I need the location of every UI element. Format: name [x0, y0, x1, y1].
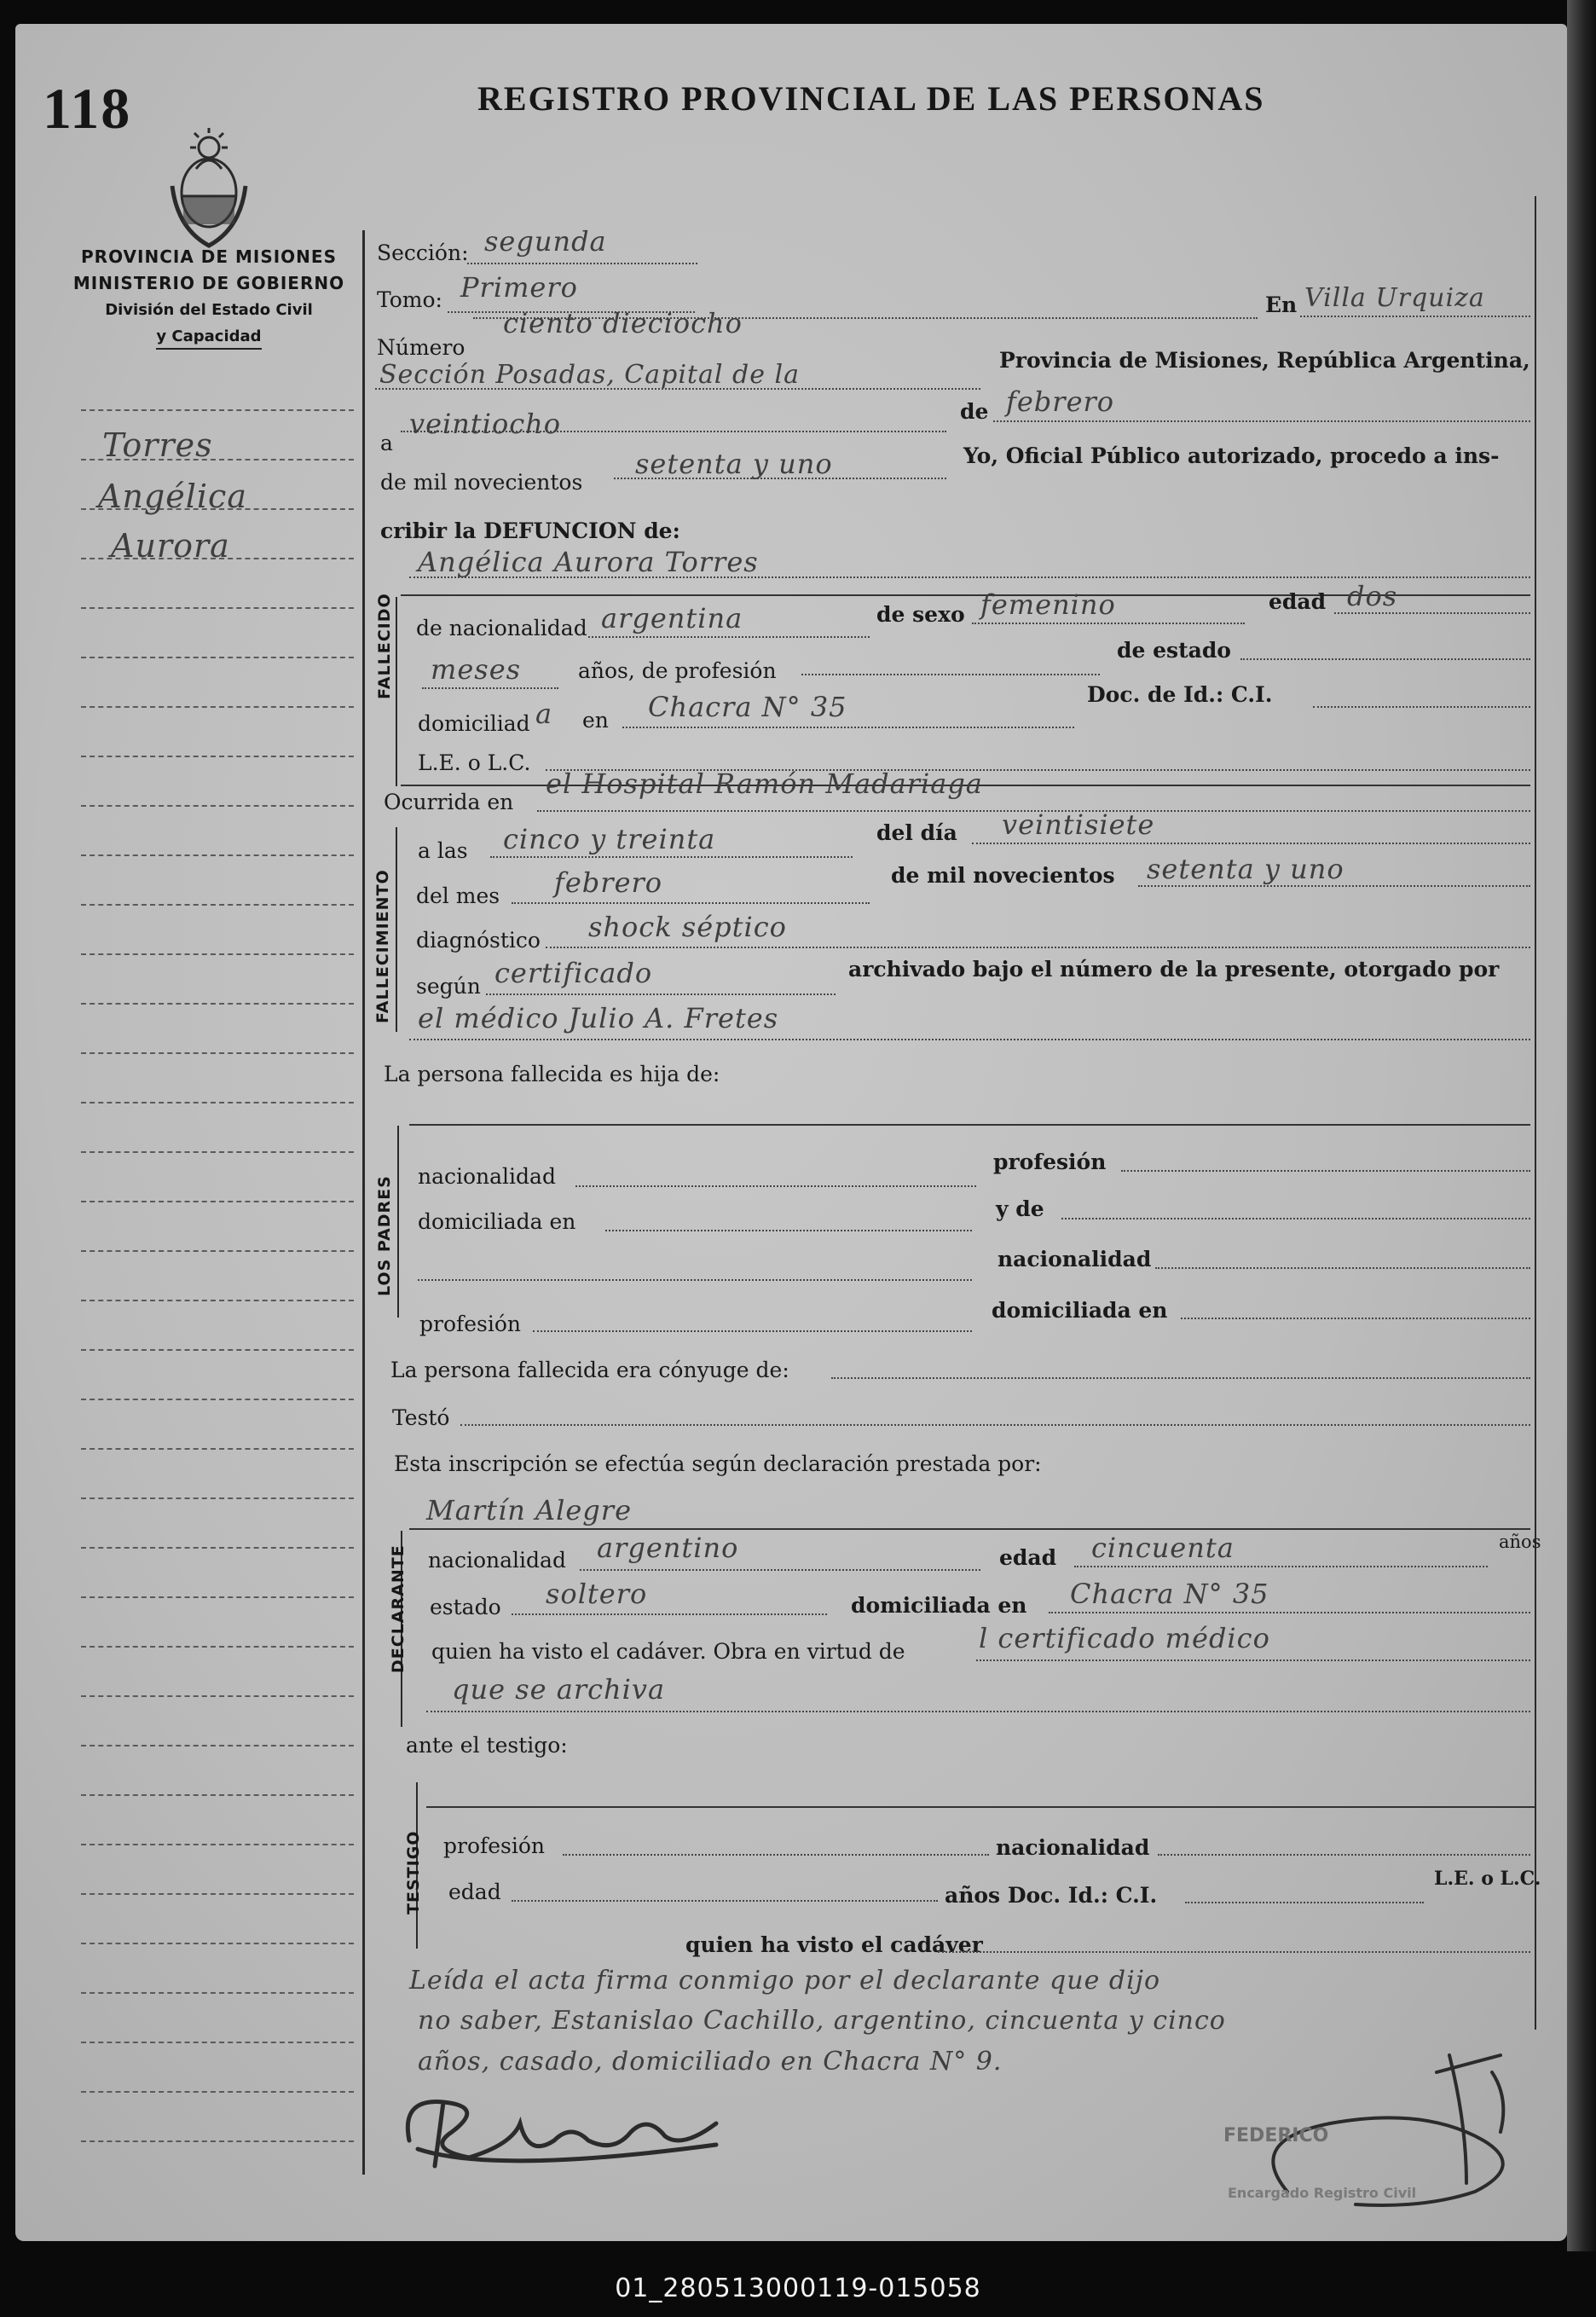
form-left-border: [362, 230, 365, 2175]
testigo-le-label: L.E. o L.C.: [1434, 1868, 1541, 1890]
fallecido-anos-label: años, de profesión: [578, 658, 777, 683]
testigo-nacionalidad-label: nacionalidad: [996, 1835, 1150, 1860]
tomo-label: Tomo:: [377, 287, 442, 312]
margin-line: [81, 1300, 354, 1301]
de-value: febrero: [1006, 385, 1115, 418]
fallecido-doc-label: Doc. de Id.: C.I.: [1087, 682, 1273, 707]
padres-profesion2-label: profesión: [419, 1312, 522, 1336]
margin-line: [81, 2140, 354, 2142]
en-label: En: [1265, 293, 1298, 317]
margin-line: [81, 1052, 354, 1054]
testigo-visto-label: quien ha visto el cadáver: [685, 1932, 983, 1957]
fallecido-sexo-value: femenino: [980, 588, 1116, 621]
margin-line: [81, 1547, 354, 1549]
padres-domiciliada-label: domiciliada en: [418, 1209, 576, 1234]
ante-testigo-label: ante el testigo:: [406, 1733, 568, 1758]
margin-line: [81, 706, 354, 708]
fallecido-section-label: FALLECIDO: [375, 593, 394, 699]
padres-profesion-label: profesión: [993, 1150, 1107, 1174]
a-label: a: [380, 431, 393, 455]
en-value: Villa Urquiza: [1304, 283, 1485, 313]
margin-line: [81, 1695, 354, 1697]
fallecido-estado-label: de estado: [1117, 638, 1231, 663]
mil-value: setenta y uno: [635, 448, 833, 480]
image-caption: 01_280513000119-015058: [615, 2274, 981, 2303]
del-mes-label: del mes: [416, 883, 500, 908]
margin-line: [81, 1201, 354, 1202]
margin-line: [81, 1745, 354, 1746]
declarante-visto-text: quien ha visto el cadáver. Obra en virtud de: [431, 1639, 905, 1664]
margin-line: [81, 953, 354, 955]
seccion-value: segunda: [484, 225, 607, 258]
diagnostico-label: diagnóstico: [416, 928, 541, 953]
closing-line-2: no saber, Estanislao Cachillo, argentino, cincuenta y cinco: [418, 2006, 1226, 2036]
page-title: REGISTRO PROVINCIAL DE LAS PERSONAS: [477, 79, 1265, 118]
del-dia-label: del día: [876, 820, 957, 845]
cribir-text: cribir la DEFUNCION de:: [380, 518, 680, 543]
margin-line: [81, 2042, 354, 2043]
a-las-label: a las: [418, 838, 468, 863]
issuing-office: [68, 244, 350, 350]
numero-label: Número: [377, 335, 466, 360]
official-stamp-name: FEDERICO: [1223, 2125, 1329, 2146]
declarante-section-label: DECLARANTE: [389, 1544, 408, 1673]
margin-line: [81, 904, 354, 906]
yo-text: Yo, Oficial Público autorizado, procedo a ins-: [963, 443, 1500, 468]
fallecimiento-section-label: FALLECIMIENTO: [373, 869, 392, 1023]
division-name: División del Estado Civil: [105, 301, 313, 319]
diagnostico-value: shock séptico: [588, 911, 787, 943]
del-dia-value: veintisiete: [1002, 808, 1155, 841]
ministry-name: MINISTERIO DE GOBIERNO: [72, 273, 345, 293]
margin-line: [81, 2091, 354, 2093]
margin-line: [81, 756, 354, 757]
margin-line: [81, 1844, 354, 1845]
padres-nacionalidad-label: nacionalidad: [418, 1164, 556, 1189]
margin-note-name1: Angélica: [98, 478, 247, 515]
declarante-virtud-value2: que se archiva: [452, 1673, 666, 1706]
declarante-nacionalidad-value: argentino: [597, 1532, 739, 1564]
segun-value: certificado: [494, 957, 653, 989]
ocurrida-label: Ocurrida en: [384, 790, 514, 814]
margin-line: [81, 1893, 354, 1895]
declarante-virtud-value: l certificado médico: [979, 1622, 1270, 1654]
provincia-text: Provincia de Misiones, República Argentina,: [999, 348, 1530, 373]
testigo-edad-label: edad: [448, 1880, 501, 1904]
mil-label: de mil novecientos: [380, 470, 583, 495]
book-spine: [1567, 0, 1596, 2251]
tomo-value: Primero: [460, 271, 578, 304]
conyuge-text: La persona fallecida era cónyuge de:: [390, 1358, 789, 1382]
official-stamp-title: Encargado Registro Civil: [1228, 2185, 1417, 2201]
testo-label: Testó: [392, 1405, 450, 1430]
margin-line: [81, 1399, 354, 1400]
margin-line: [81, 1349, 354, 1351]
padres-domiciliada2-label: domiciliada en: [992, 1298, 1168, 1323]
fallecimiento-mil-value: setenta y uno: [1147, 853, 1344, 885]
testigo-profesion-label: profesión: [443, 1833, 546, 1858]
padres-section-label: LOS PADRES: [375, 1175, 394, 1296]
testigo-section-label: TESTIGO: [404, 1830, 423, 1914]
hija-text: La persona fallecida es hija de:: [384, 1062, 720, 1086]
margin-line: [81, 805, 354, 807]
declarante-estado-label: estado: [430, 1595, 501, 1619]
declarante-nacionalidad-label: nacionalidad: [428, 1548, 566, 1573]
fallecido-domiciliado-suffix: a: [535, 698, 553, 730]
testigo-anos-doc-label: años Doc. Id.: C.I.: [945, 1883, 1158, 1908]
numero-value: ciento dieciocho: [503, 307, 743, 339]
declarante-name-value: Martín Alegre: [426, 1494, 633, 1526]
padres-nacionalidad2-label: nacionalidad: [998, 1247, 1152, 1271]
declarante-anos-label: años: [1499, 1532, 1541, 1552]
division-subname: y Capacidad: [156, 327, 261, 350]
segun-label: según: [416, 974, 481, 999]
medico-value: el médico Julio A. Fretes: [418, 1002, 779, 1034]
inscripcion-text: Esta inscripción se efectúa según declaración prestada por:: [394, 1451, 1042, 1476]
a-value: veintiocho: [409, 408, 562, 440]
form-right-border: [1535, 196, 1536, 2030]
margin-line: [81, 657, 354, 658]
margin-line: [81, 854, 354, 856]
fallecido-meses-value: meses: [431, 653, 522, 686]
fallecido-edad-value: dos: [1347, 580, 1398, 612]
margin-line: [81, 1151, 354, 1153]
padres-y-de-label: y de: [996, 1196, 1044, 1221]
seccion-label: Sección:: [377, 240, 469, 265]
fallecido-edad-label: edad: [1269, 589, 1327, 614]
declarante-edad-label: edad: [999, 1545, 1057, 1570]
coat-of-arms-icon: [162, 126, 256, 254]
a-las-value: cinco y treinta: [503, 823, 716, 855]
margin-line: [81, 1102, 354, 1103]
margin-line: [81, 1497, 354, 1499]
margin-line: [81, 1250, 354, 1252]
fallecido-name-value: Angélica Aurora Torres: [418, 546, 759, 578]
de-label: de: [960, 399, 989, 424]
archivado-text: archivado bajo el número de la presente, otorgado por: [848, 957, 1500, 982]
ocurrida-value: el Hospital Ramón Madariaga: [546, 768, 983, 800]
margin-line: [81, 1448, 354, 1450]
declarante-estado-value: soltero: [546, 1578, 648, 1610]
margin-line: [81, 1992, 354, 1994]
fallecido-domiciliado-label: domiciliad: [418, 711, 530, 736]
margin-note-name2: Aurora: [111, 527, 230, 565]
declarante-signature: [392, 2064, 750, 2192]
del-mes-value: febrero: [554, 866, 663, 899]
declarante-edad-value: cincuenta: [1091, 1532, 1235, 1564]
declarante-domicilio-value: Chacra N° 35: [1070, 1578, 1269, 1610]
fallecido-domicilio-value: Chacra N° 35: [648, 691, 847, 723]
fallecido-sexo-label: de sexo: [876, 602, 965, 627]
margin-line: [81, 409, 354, 411]
declarante-domiciliada-label: domiciliada en: [851, 1593, 1027, 1618]
margin-line: [81, 607, 354, 609]
province-name: PROVINCIA DE MISIONES: [81, 246, 337, 267]
lugar-value: Sección Posadas, Capital de la: [379, 360, 800, 390]
fallecido-le-label: L.E. o L.C.: [418, 750, 531, 775]
margin-line: [81, 1003, 354, 1005]
closing-line-1: Leída el acta firma conmigo por el declarante que dijo: [409, 1966, 1161, 1996]
page-number: 118: [43, 76, 132, 141]
margin-line: [81, 1794, 354, 1796]
fallecido-nacionalidad-label: de nacionalidad: [416, 616, 587, 640]
fallecido-nacionalidad-value: argentina: [601, 602, 743, 634]
closing-line-3: años, casado, domiciliado en Chacra N° 9.: [418, 2047, 1003, 2077]
margin-line: [81, 1646, 354, 1648]
margin-line: [81, 1943, 354, 1944]
margin-line: [81, 1596, 354, 1598]
margin-note-surname: Torres: [102, 426, 213, 464]
fallecido-en-label: en: [582, 708, 609, 733]
fallecimiento-mil-label: de mil novecientos: [891, 863, 1115, 888]
